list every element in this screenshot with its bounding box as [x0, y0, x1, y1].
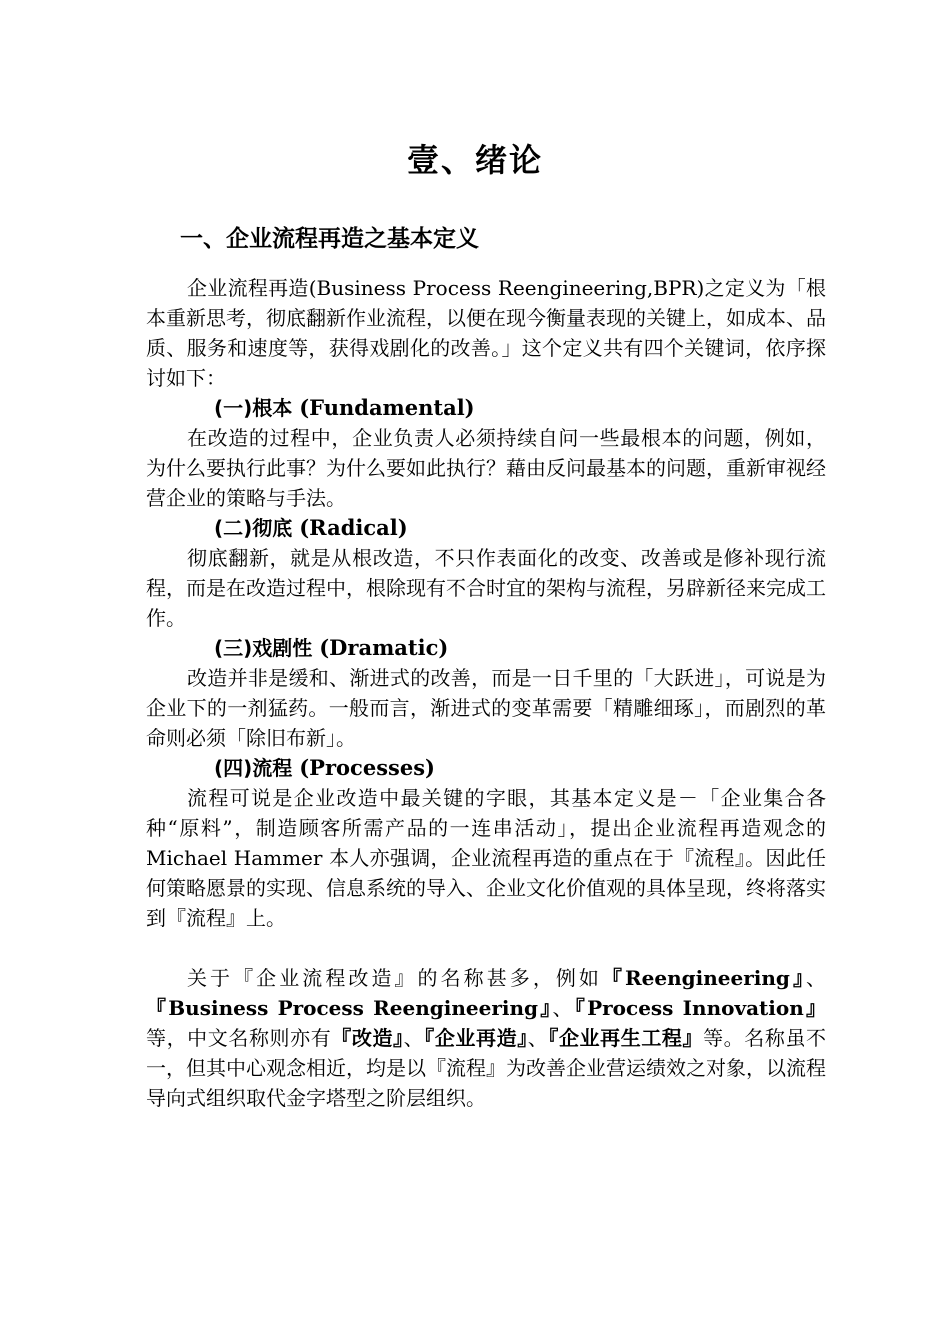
chapter-title: 壹、绪论 — [406, 141, 543, 179]
closing-bold-term: 『企业再造』 — [424, 1026, 528, 1050]
keyword-heading-fundamental — [146, 393, 826, 423]
keyword-english: (Radical) — [299, 515, 408, 540]
keyword-marker: (一)根本 — [214, 396, 293, 420]
body-text — [146, 273, 826, 1113]
keyword-paragraph-dramatic: 改造并非是缓和、渐进式的改善，而是一日千里的「大跃进」，可说是为企业下的一剂猛药。一般而言，渐进式的变革需要「精雕细琢」，而剧烈的革命则必须「除旧布新」。 — [146, 666, 826, 750]
closing-text: 、 — [403, 1026, 425, 1050]
keyword-paragraph-processes: 流程可说是企业改造中最关键的字眼，其基本定义是－「企业集合各种“原料”，制造顾客所需产品的一连串活动」，提出企业流程再造观念的 Michael Hammer 本人亦强调，企业流程再造的重点在于『流程』。因此任何策略愿景的实现、信息系统的导入、企业文化价值观的具体呈现，终将落实到『流程』上。 — [146, 786, 826, 930]
keyword-heading-processes — [146, 753, 826, 783]
paragraph-spacer — [146, 933, 826, 963]
closing-text: 等，中文名称则亦有 — [146, 1026, 332, 1050]
closing-text: 、 — [527, 1026, 549, 1050]
keyword-heading-dramatic — [146, 633, 826, 663]
keyword-english: (Fundamental) — [299, 395, 475, 420]
keyword-marker: (四)流程 — [214, 756, 293, 780]
intro-paragraph: 企业流程再造(Business Process Reengineering,BPR)之定义为「根本重新思考，彻底翻新作业流程，以便在现今衡量表现的关键上，如成本、品质、服务和速度等，获得戏剧化的改善。」这个定义共有四个关键词，依序探讨如下： — [146, 276, 826, 390]
closing-bold-term: 『企业再生工程』 — [548, 1026, 704, 1050]
keyword-paragraph-fundamental: 在改造的过程中，企业负责人必须持续自问一些最根本的问题，例如，为什么要执行此事？为什么要如此执行？藉由反问最基本的问题，重新审视经营企业的策略与手法。 — [146, 426, 826, 510]
closing-text: 等。名称虽不一，但其中心观念相近，均是以『流程』为改善企业营运绩效之对象，以流程导向式组织取代金字塔型之阶层组织。 — [146, 1026, 827, 1110]
keyword-marker: (二)彻底 — [214, 516, 293, 540]
closing-bold-term: 『Business Process Reengineering』 — [146, 996, 553, 1020]
closing-text: 关于『企业流程改造』的名称甚多，例如 — [187, 966, 602, 990]
keyword-english: (Dramatic) — [319, 635, 449, 660]
section-heading: 一、企业流程再造之基本定义 — [180, 226, 479, 252]
closing-paragraph — [146, 963, 826, 1113]
closing-text: 、 — [552, 996, 575, 1020]
closing-bold-term: 『Process Innovation』 — [574, 996, 827, 1020]
keyword-heading-radical — [146, 513, 826, 543]
keyword-paragraph-radical: 彻底翻新，就是从根改造，不只作表面化的改变、改善或是修补现行流程，而是在改造过程中，根除现有不合时宜的架构与流程，另辟新径来完成工作。 — [146, 546, 826, 630]
keyword-marker: (三)戏剧性 — [214, 636, 313, 660]
closing-bold-term: 『改造』 — [331, 1026, 404, 1050]
keyword-english: (Processes) — [299, 755, 435, 780]
closing-bold-term: 『Reengineering』 — [602, 966, 807, 990]
closing-text: 、 — [806, 966, 827, 990]
